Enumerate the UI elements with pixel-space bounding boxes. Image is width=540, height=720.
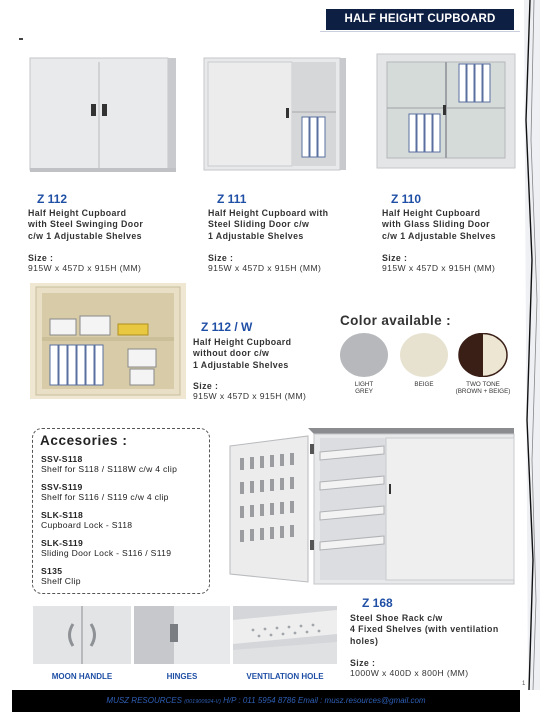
product-code-z168: Z 168 — [362, 596, 393, 610]
page-number: 1 — [522, 681, 526, 687]
product-desc-z168: Steel Shoe Rack c/w 4 Fixed Shelves (with ventilation holes) — [350, 613, 499, 646]
accessory-desc: Cupboard Lock - S118 — [41, 520, 133, 530]
ventilation-hole-thumbnail — [233, 606, 337, 664]
product-code-z110: Z 110 — [391, 192, 422, 206]
size-value-z111: 915W x 457D x 915H (MM) — [208, 263, 322, 273]
product-desc-z110: Half Height Cupboard with Glass Sliding Door c/w 1 Adjustable Shelves — [382, 208, 496, 241]
accessory-code: SSV-S118 — [41, 454, 83, 464]
swatch-two-tone — [458, 333, 508, 377]
size-label-z111: Size : — [208, 253, 234, 263]
cupboard-z110-image — [373, 50, 523, 180]
swatch-light-grey — [340, 333, 388, 377]
hinges-thumbnail — [134, 606, 230, 664]
size-label-z168: Size : — [350, 658, 376, 668]
accessory-desc: Sliding Door Lock - S116 / S119 — [41, 548, 172, 558]
product-desc-z112: Half Height Cupboard with Steel Swinging Door c/w 1 Adjustable Shelves — [28, 208, 144, 241]
moon-handle-thumbnail — [33, 606, 131, 664]
accessories-title: Accesories : — [40, 433, 128, 448]
product-code-z111: Z 111 — [217, 192, 247, 206]
product-code-z112w: Z 112 / W — [201, 320, 253, 334]
accessory-code: SLK-S118 — [41, 510, 84, 520]
thumbnail-label-hinges: HINGES — [166, 672, 198, 681]
accessory-code: S135 — [41, 566, 63, 576]
footer-company: MUSZ RESOURCES — [106, 696, 182, 705]
size-label-z110: Size : — [382, 253, 408, 263]
cupboard-z112w-image — [30, 283, 186, 399]
footer-contact: H/P : 011 5954 8786 Email : musz.resources@gmail.com — [223, 696, 426, 705]
accessory-desc: Shelf Clip — [41, 576, 81, 586]
size-value-z112: 915W x 457D x 915H (MM) — [28, 263, 142, 273]
footer-contact-bar — [12, 690, 520, 712]
page-title: HALF HEIGHT CUPBOARD — [326, 9, 514, 30]
swatch-beige — [400, 333, 448, 377]
product-desc-z112w: Half Height Cupboard without door c/w 1 Adjustable Shelves — [193, 337, 292, 370]
swatch-label-two-tone: TWO TONE (BROWN + BEIGE) — [455, 381, 511, 395]
cupboard-z112-image — [20, 50, 178, 180]
size-value-z112w: 915W x 457D x 915H (MM) — [193, 391, 307, 401]
size-label-z112: Size : — [28, 253, 54, 263]
side-stripe-decoration — [520, 0, 540, 690]
product-desc-z111: Half Height Cupboard with Steel Sliding Door c/w 1 Adjustable Shelves — [208, 208, 329, 241]
size-value-z168: 1000W x 400D x 800H (MM) — [350, 668, 469, 678]
accessory-code: SSV-S119 — [41, 482, 83, 492]
swatch-label-beige: BEIGE — [414, 381, 434, 388]
size-value-z110: 915W x 457D x 915H (MM) — [382, 263, 496, 273]
dot-mark — [19, 38, 23, 40]
accessory-code: SLK-S119 — [41, 538, 84, 548]
cupboard-z111-image — [198, 50, 348, 180]
color-available-title: Color available : — [340, 313, 452, 328]
accessory-desc: Shelf for S116 / S119 c/w 4 clip — [41, 492, 169, 502]
thumbnail-label-ventilation-hole: VENTILATION HOLE — [246, 672, 324, 681]
swatch-label-light-grey: LIGHT GREY — [354, 381, 374, 395]
thumbnail-label-moon-handle: MOON HANDLE — [51, 672, 113, 681]
product-code-z112: Z 112 — [37, 192, 68, 206]
size-label-z112w: Size : — [193, 381, 219, 391]
title-underline — [320, 31, 520, 32]
footer-reg: (001900924-V) — [184, 699, 221, 705]
shoe-rack-z168-image — [228, 424, 518, 588]
accessory-desc: Shelf for S118 / S118W c/w 4 clip — [41, 464, 178, 474]
